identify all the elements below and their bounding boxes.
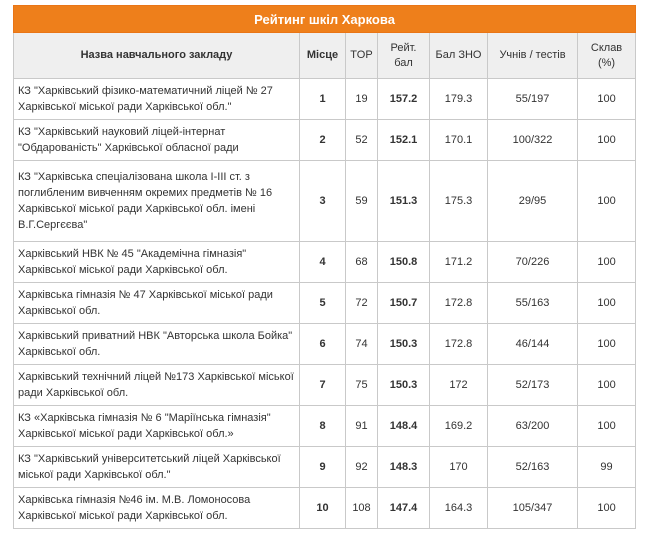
school-name: Харківська гімназія №46 ім. М.В. Ломоносова Харківської міської ради Харківської обл. bbox=[14, 488, 300, 529]
students-value: 46/144 bbox=[488, 324, 578, 365]
table-row bbox=[14, 242, 636, 283]
table-row bbox=[14, 406, 636, 447]
zno-value: 169.2 bbox=[430, 406, 488, 447]
school-name: КЗ "Харківський університетський ліцей Харківської міської ради Харківської обл." bbox=[14, 447, 300, 488]
header-place: Місце bbox=[300, 33, 346, 79]
zno-value: 175.3 bbox=[430, 161, 488, 242]
students-value: 63/200 bbox=[488, 406, 578, 447]
place-value: 8 bbox=[300, 406, 346, 447]
students-value: 29/95 bbox=[488, 161, 578, 242]
school-name: КЗ "Харківський фізико-математичний ліцей № 27 Харківської міської ради Харківської обл." bbox=[14, 79, 300, 120]
header-students: Учнів / тестів bbox=[488, 33, 578, 79]
rating-value: 147.4 bbox=[378, 488, 430, 529]
top-value: 92 bbox=[346, 447, 378, 488]
table-row bbox=[14, 447, 636, 488]
composition-value: 100 bbox=[578, 161, 636, 242]
top-value: 108 bbox=[346, 488, 378, 529]
rating-value: 150.3 bbox=[378, 324, 430, 365]
table-row bbox=[14, 324, 636, 365]
composition-value: 100 bbox=[578, 365, 636, 406]
zno-value: 170.1 bbox=[430, 120, 488, 161]
place-value: 2 bbox=[300, 120, 346, 161]
composition-value: 100 bbox=[578, 120, 636, 161]
zno-value: 170 bbox=[430, 447, 488, 488]
table-title: Рейтинг шкіл Харкова bbox=[14, 6, 636, 33]
rating-value: 157.2 bbox=[378, 79, 430, 120]
students-value: 52/173 bbox=[488, 365, 578, 406]
students-value: 100/322 bbox=[488, 120, 578, 161]
school-name: КЗ "Харківська спеціалізована школа І-ІІІ ст. з поглибленим вивченням окремих предметів № 16 Харківської міської ради Харківської обл. імені В.Г.Сергєєва" bbox=[14, 161, 300, 242]
students-value: 52/163 bbox=[488, 447, 578, 488]
top-value: 19 bbox=[346, 79, 378, 120]
school-name: Харківський приватний НВК "Авторська школа Бойка" Харківської обл. bbox=[14, 324, 300, 365]
table-row bbox=[14, 120, 636, 161]
composition-value: 100 bbox=[578, 242, 636, 283]
top-value: 74 bbox=[346, 324, 378, 365]
table-header-row bbox=[14, 33, 636, 79]
rating-table bbox=[13, 5, 636, 529]
top-value: 52 bbox=[346, 120, 378, 161]
zno-value: 172.8 bbox=[430, 283, 488, 324]
header-rating: Рейт. бал bbox=[378, 33, 430, 79]
school-name: Харківський технічний ліцей №173 Харківської міської ради Харківської обл. bbox=[14, 365, 300, 406]
table-row bbox=[14, 79, 636, 120]
top-value: 59 bbox=[346, 161, 378, 242]
header-zno: Бал ЗНО bbox=[430, 33, 488, 79]
zno-value: 164.3 bbox=[430, 488, 488, 529]
top-value: 91 bbox=[346, 406, 378, 447]
place-value: 7 bbox=[300, 365, 346, 406]
place-value: 3 bbox=[300, 161, 346, 242]
table-row bbox=[14, 161, 636, 242]
rating-value: 152.1 bbox=[378, 120, 430, 161]
students-value: 55/197 bbox=[488, 79, 578, 120]
composition-value: 99 bbox=[578, 447, 636, 488]
composition-value: 100 bbox=[578, 324, 636, 365]
header-name: Назва навчального закладу bbox=[14, 33, 300, 79]
zno-value: 179.3 bbox=[430, 79, 488, 120]
table-row bbox=[14, 365, 636, 406]
students-value: 105/347 bbox=[488, 488, 578, 529]
students-value: 55/163 bbox=[488, 283, 578, 324]
rating-value: 151.3 bbox=[378, 161, 430, 242]
school-name: Харківська гімназія № 47 Харківської міської ради Харківської обл. bbox=[14, 283, 300, 324]
rating-value: 150.3 bbox=[378, 365, 430, 406]
zno-value: 171.2 bbox=[430, 242, 488, 283]
rating-value: 148.4 bbox=[378, 406, 430, 447]
zno-value: 172 bbox=[430, 365, 488, 406]
place-value: 5 bbox=[300, 283, 346, 324]
header-top: TOP bbox=[346, 33, 378, 79]
rating-value: 150.8 bbox=[378, 242, 430, 283]
composition-value: 100 bbox=[578, 406, 636, 447]
rating-value: 150.7 bbox=[378, 283, 430, 324]
school-name: Харківський НВК № 45 "Академічна гімназія" Харківської міської ради Харківської обл. bbox=[14, 242, 300, 283]
place-value: 9 bbox=[300, 447, 346, 488]
school-name: КЗ «Харківська гімназія № 6 "Маріїнська гімназія" Харківської міської ради Харківської обл.» bbox=[14, 406, 300, 447]
place-value: 4 bbox=[300, 242, 346, 283]
table-title-row bbox=[14, 6, 636, 33]
top-value: 68 bbox=[346, 242, 378, 283]
rating-value: 148.3 bbox=[378, 447, 430, 488]
composition-value: 100 bbox=[578, 488, 636, 529]
top-value: 72 bbox=[346, 283, 378, 324]
table-row bbox=[14, 488, 636, 529]
composition-value: 100 bbox=[578, 79, 636, 120]
header-composition: Склав (%) bbox=[578, 33, 636, 79]
rating-table-container bbox=[13, 5, 635, 529]
school-name: КЗ "Харківський науковий ліцей-інтернат "Обдарованість" Харківської обласної ради bbox=[14, 120, 300, 161]
place-value: 1 bbox=[300, 79, 346, 120]
composition-value: 100 bbox=[578, 283, 636, 324]
students-value: 70/226 bbox=[488, 242, 578, 283]
zno-value: 172.8 bbox=[430, 324, 488, 365]
place-value: 10 bbox=[300, 488, 346, 529]
top-value: 75 bbox=[346, 365, 378, 406]
table-row bbox=[14, 283, 636, 324]
place-value: 6 bbox=[300, 324, 346, 365]
